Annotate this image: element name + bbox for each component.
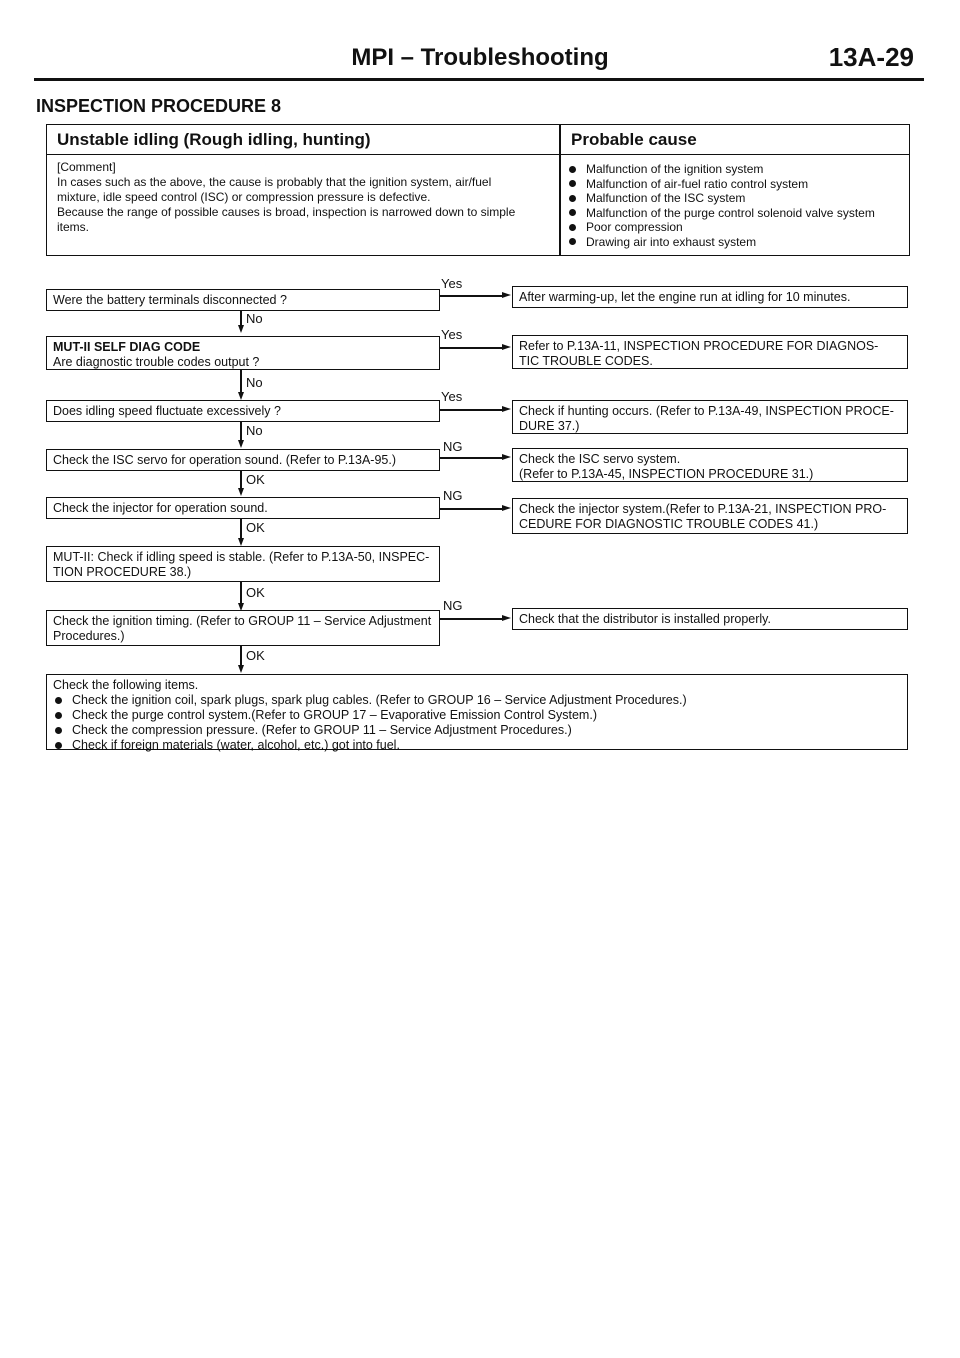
flow-label-no: No [246, 311, 263, 326]
arrow-down-icon [238, 440, 244, 448]
step-ignition-timing [46, 610, 440, 646]
step-text: MUT-II: Check if idling speed is stable. (Refer to P.13A-50, INSPEC- [53, 550, 430, 564]
comment-line: [Comment] [57, 160, 116, 174]
final-check-list [46, 674, 908, 750]
cause-item [567, 162, 905, 177]
bullet-icon [569, 238, 576, 245]
branch-connector [440, 508, 503, 510]
step-heading: MUT-II SELF DIAG CODE [53, 340, 201, 354]
flow-label-ok: OK [246, 648, 265, 663]
final-check-items [53, 693, 901, 753]
arrow-down-icon [238, 488, 244, 496]
cause-item [567, 191, 905, 206]
cause-item [567, 235, 905, 250]
result-warm-up-idle [512, 286, 908, 308]
cause-item [567, 206, 905, 221]
bullet-icon [55, 712, 62, 719]
flow-label-ok: OK [246, 472, 265, 487]
flow-connector [240, 645, 242, 667]
step-text: Check the injector for operation sound. [53, 501, 268, 515]
arrow-right-icon [502, 454, 511, 460]
page-header-title: MPI – Troubleshooting [351, 44, 609, 71]
step-text: Check the ISC servo for operation sound. (Refer to P.13A-95.) [53, 453, 397, 467]
flow-connector [240, 582, 242, 605]
comment-line: Because the range of possible causes is broad, inspection is narrowed down to simple [57, 205, 516, 219]
result-injector-system [512, 498, 908, 534]
bullet-icon [569, 166, 576, 173]
cause-text: Drawing air into exhaust system [586, 234, 757, 249]
result-text: Check that the distributor is installed properly. [519, 612, 771, 626]
branch-connector [440, 347, 503, 349]
flow-label-ok: OK [246, 520, 265, 535]
cause-text: Malfunction of the ISC system [586, 191, 746, 205]
arrow-down-icon [238, 665, 244, 673]
step-text: Does idling speed fluctuate excessively ? [53, 404, 281, 418]
cause-item [567, 220, 905, 235]
branch-label-ng: NG [443, 598, 463, 613]
arrow-down-icon [238, 392, 244, 400]
comment-line: mixture, idle speed control (ISC) or compression pressure is defective. [57, 190, 431, 204]
cause-text: Malfunction of air-fuel ratio control system [586, 176, 809, 191]
result-distributor-check [512, 608, 908, 630]
bullet-icon [55, 742, 62, 749]
flow-connector [240, 370, 242, 394]
comment-block [57, 160, 553, 235]
result-text: Refer to P.13A-11, INSPECTION PROCEDURE FOR DIAGNOS- [519, 339, 879, 353]
branch-label-yes: Yes [441, 276, 463, 291]
final-check-item [53, 723, 901, 738]
arrow-right-icon [502, 344, 511, 350]
result-text: Check if hunting occurs. (Refer to P.13A-49, INSPECTION PROCE- [519, 404, 894, 418]
final-check-heading: Check the following items. [53, 678, 199, 692]
branch-label-ng: NG [443, 439, 463, 454]
bullet-icon [569, 180, 576, 187]
bullet-icon [569, 195, 576, 202]
final-check-item [53, 708, 901, 723]
branch-connector [440, 409, 503, 411]
arrow-right-icon [502, 292, 511, 298]
step-text: Were the battery terminals disconnected ? [53, 293, 287, 307]
branch-connector [440, 295, 503, 297]
arrow-down-icon [238, 538, 244, 546]
step-injector-sound [46, 497, 440, 519]
arrow-down-icon [238, 325, 244, 333]
branch-connector [440, 457, 503, 459]
final-check-item [53, 693, 901, 708]
page-number: 13A-29 [828, 42, 914, 72]
final-check-text: Check the ignition coil, spark plugs, spark plug cables. (Refer to GROUP 16 – Service Adjustment Procedures.) [72, 693, 687, 707]
probable-cause-heading: Probable cause [571, 130, 697, 149]
step-idle-fluctuation [46, 400, 440, 422]
branch-label-yes: Yes [441, 389, 463, 404]
comment-line: items. [57, 220, 90, 234]
flow-label-no: No [246, 423, 263, 438]
result-hunting-check [512, 400, 908, 434]
flow-connector [240, 468, 242, 489]
result-isc-servo-system [512, 448, 908, 482]
flow-label-no: No [246, 375, 263, 390]
header-rule [34, 78, 924, 81]
result-text: Check the injector system.(Refer to P.13A-21, INSPECTION PRO- [519, 502, 887, 516]
bullet-icon [55, 697, 62, 704]
comment-line: In cases such as the above, the cause is probably that the ignition system, air/fuel [57, 175, 492, 189]
step-isc-servo-sound [46, 449, 440, 471]
cause-text: Poor compression [586, 220, 683, 234]
bullet-icon [569, 224, 576, 231]
step-text: Procedures.) [53, 629, 125, 643]
step-text: Are diagnostic trouble codes output ? [53, 355, 260, 369]
arrow-right-icon [502, 615, 511, 621]
cause-item [567, 177, 905, 192]
result-text: (Refer to P.13A-45, INSPECTION PROCEDURE 31.) [519, 467, 814, 481]
final-check-text: Check the purge control system.(Refer to GROUP 17 – Evaporative Emission Control System.) [72, 708, 597, 722]
cause-text: Malfunction of the purge control solenoid valve system [586, 205, 875, 220]
arrow-right-icon [502, 505, 511, 511]
result-text: TIC TROUBLE CODES. [519, 354, 653, 368]
result-text: After warming-up, let the engine run at idling for 10 minutes. [519, 290, 851, 304]
step-battery-disconnected [46, 289, 440, 311]
result-text: CEDURE FOR DIAGNOSTIC TROUBLE CODES 41.) [519, 517, 819, 531]
final-check-text: Check if foreign materials (water, alcohol, etc.) got into fuel. [72, 738, 400, 752]
summary-column-divider [559, 125, 561, 255]
step-text: TION PROCEDURE 38.) [53, 565, 192, 579]
bullet-icon [569, 209, 576, 216]
probable-cause-list [567, 162, 905, 249]
result-text: Check the ISC servo system. [519, 452, 681, 466]
summary-table [46, 124, 910, 256]
step-idle-speed-stable [46, 546, 440, 582]
branch-label-ng: NG [443, 488, 463, 503]
bullet-icon [55, 727, 62, 734]
branch-connector [440, 618, 503, 620]
procedure-title: INSPECTION PROCEDURE 8 [36, 96, 282, 116]
flow-label-ok: OK [246, 585, 265, 600]
result-text: DURE 37.) [519, 419, 580, 433]
symptom-heading: Unstable idling (Rough idling, hunting) [57, 130, 371, 149]
final-check-item [53, 738, 901, 753]
step-text: Check the ignition timing. (Refer to GROUP 11 – Service Adjustment [53, 614, 432, 628]
final-check-text: Check the compression pressure. (Refer to GROUP 11 – Service Adjustment Procedures.) [72, 723, 572, 737]
arrow-right-icon [502, 406, 511, 412]
cause-text: Malfunction of the ignition system [586, 162, 764, 176]
result-diagnostic-codes [512, 335, 908, 369]
step-self-diag-code [46, 336, 440, 370]
branch-label-yes: Yes [441, 327, 463, 342]
